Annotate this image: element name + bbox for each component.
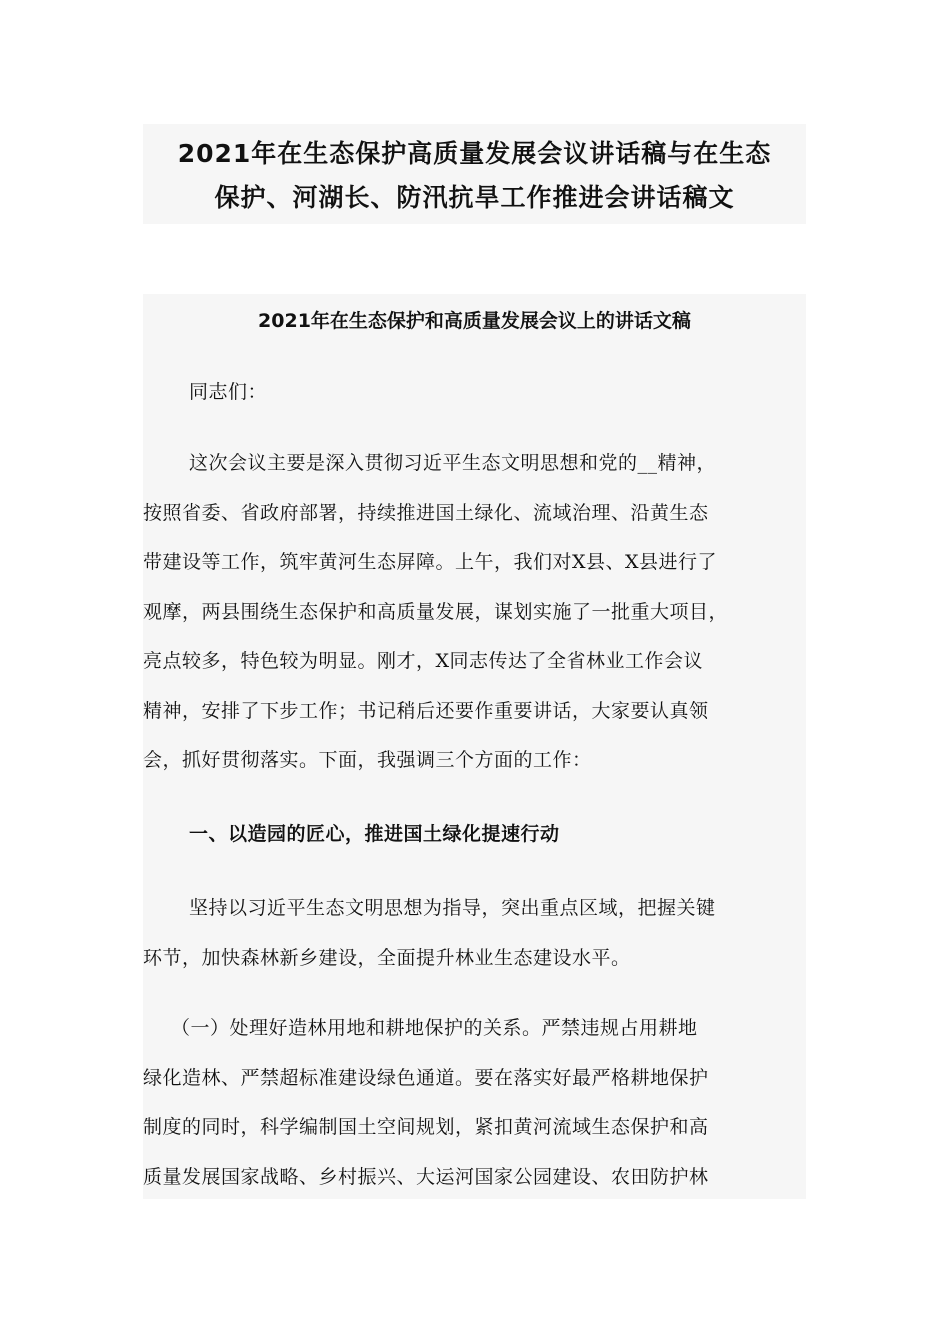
paragraph-line: 这次会议主要是深入贯彻习近平生态文明思想和党的__精神， [189,452,717,474]
document-title-line: 2021年在生态保护高质量发展会议讲话稿与在生态 [177,139,772,168]
paragraph-line: 带建设等工作，筑牢黄河生态屏障。上午，我们对X县、X县进行了 [143,551,718,573]
paragraph-line: 制度的同时，科学编制国土空间规划，紧扣黄河流域生态保护和高 [143,1116,709,1138]
paragraph-line: 坚持以习近平生态文明思想为指导，突出重点区域，把握关键 [189,897,716,919]
section-heading: 一、以造园的匠心，推进国土绿化提速行动 [189,823,560,845]
paragraph-line: 亮点较多，特色较为明显。刚才，X同志传达了全省林业工作会议 [143,650,704,672]
paragraph-intro [143,439,806,786]
greeting: 同志们： [189,381,268,403]
document-body [143,294,806,1199]
paragraph-line: （一）处理好造林用地和耕地保护的关系。严禁违规占用耕地 [171,1017,698,1039]
paragraph-line: 质量发展国家战略、乡村振兴、大运河国家公园建设、农田防护林 [143,1165,709,1188]
document-title [143,124,806,220]
paragraph-line: 会，抓好贯彻落实。下面，我强调三个方面的工作： [143,749,592,771]
speech-title: 2021年在生态保护和高质量发展会议上的讲话文稿 [258,310,691,332]
paragraph-line: 观摩，两县围绕生态保护和高质量发展，谋划实施了一批重大项目， [143,600,729,623]
document-title-block [143,124,806,224]
paragraph-line: 绿化造林、严禁超标准建设绿色通道。要在落实好最严格耕地保护 [143,1066,709,1089]
paragraph-line: 环节，加快森林新乡建设，全面提升林业生态建设水平。 [143,946,631,969]
paragraph-line: 精神，安排了下步工作；书记稍后还要作重要讲话，大家要认真领 [143,699,709,722]
paragraph-subsection-1 [143,1004,806,1202]
document-title-line: 保护、河湖长、防汛抗旱工作推进会讲话稿文 [214,183,735,212]
paragraph-line: 按照省委、省政府部署，持续推进国土绿化、流域治理、沿黄生态 [143,501,709,524]
paragraph-section-intro [143,884,806,983]
